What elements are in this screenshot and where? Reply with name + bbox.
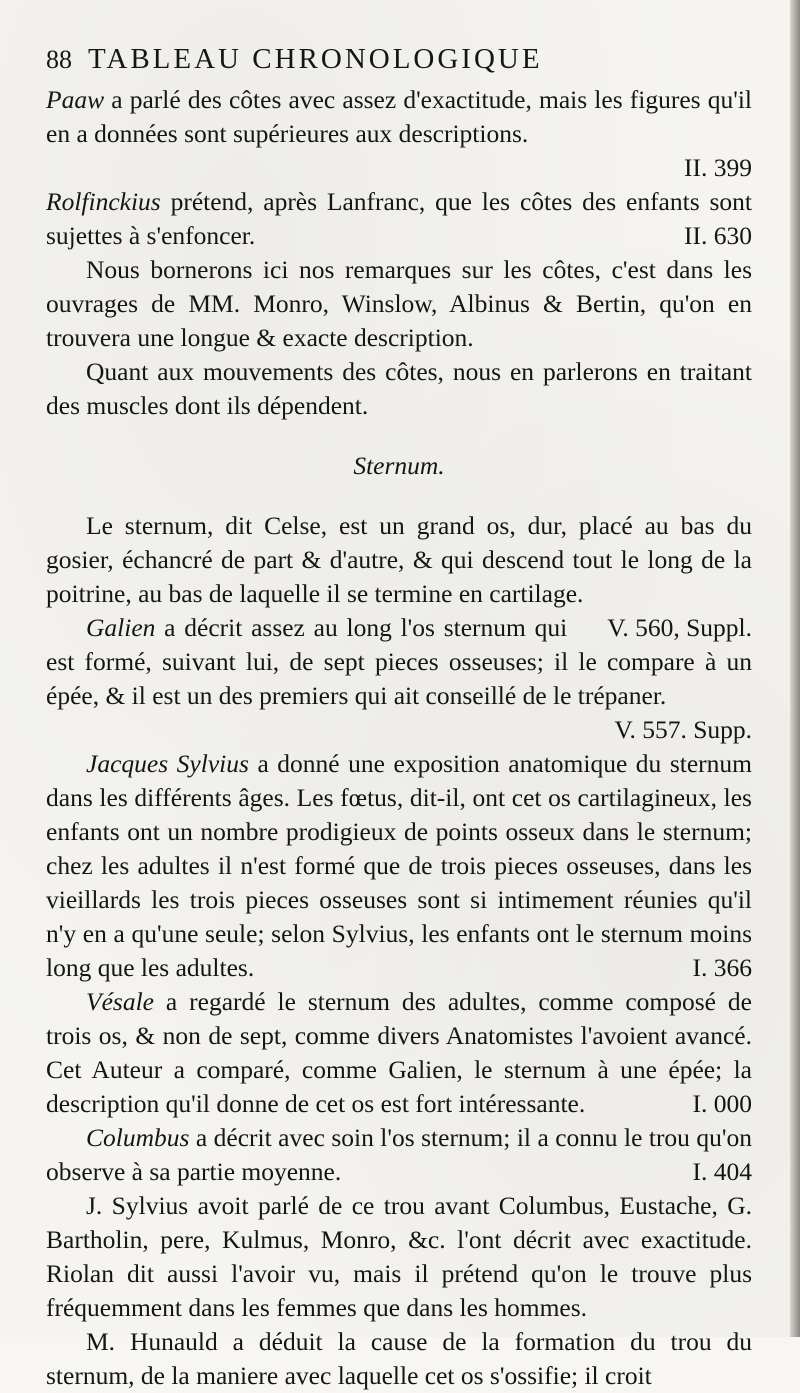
citation-ref: II. 630 (684, 221, 752, 250)
citation-ref: II. 399 (684, 153, 752, 182)
paragraph-galien: Galien a décrit assez au long l'os sternum qui est formé, suivant lui, de sept pieces osseuses; il le compare à un épée, & il est un des premiers qui ait conseillé de le trépaner. (46, 613, 752, 710)
page-number: 88 (46, 45, 72, 74)
paragraph-remarques: Nous bornerons ici nos remarques sur les côtes, c'est dans les ouvrages de MM. Monro, Winslow, Albinus & Bertin, qu'on en trouvera une longue & exacte description. (46, 255, 752, 352)
paragraph-mouvements: Quant aux mouvements des côtes, nous en parlerons en traitant des muscles dont ils dépendent. (46, 357, 752, 420)
citation-ref: I. 366 (692, 953, 752, 982)
paragraph-celse: Le sternum, dit Celse, est un grand os, dur, placé au bas du gosier, échancré de part & d'autre, & qui descend tout le long de la poitrine, au bas de laquelle il se termine en cartilage. V. 560, Suppl. (46, 509, 752, 611)
section-heading: Sternum. (353, 451, 445, 480)
paragraph-paaw: Paaw a parlé des côtes avec assez d'exactitude, mais les figures qu'il en a données sont supérieures aux descriptions. (46, 85, 752, 148)
citation-ref: I. 404 (692, 1157, 752, 1186)
page-edge-shadow (790, 0, 800, 1337)
paragraph-columbus: Columbus a décrit avec soin l'os sternum; il a connu le trou qu'on observe à sa partie moyenne. I. 404 (46, 1121, 752, 1189)
citation-ref: V. 557. Supp. (614, 715, 752, 744)
paragraph-hunauld: M. Hunauld a déduit la cause de la formation du trou du sternum, de la maniere avec laquelle cet os s'ossifie; il croit (46, 1327, 752, 1390)
citation-ref: I. 000 (692, 1089, 752, 1118)
citation-ref: V. 560, Suppl. (607, 613, 752, 642)
running-header (46, 36, 752, 83)
paragraph-j-sylvius: J. Sylvius avoit parlé de ce trou avant Columbus, Eustache, G. Bartholin, pere, Kulmus, Monro, &c. l'ont décrit avec exactitude. Riolan dit aussi l'avoir vu, mais il prétend qu'on le trouve plus fréquemment dans les femmes que dans les hommes. (46, 1191, 752, 1322)
paragraph-vesale: Vésale a regardé le sternum des adultes, comme composé de trois os, & non de sept, comme divers Anatomistes l'avoient avancé. Cet Auteur a comparé, comme Galien, le sternum à une épée; la description qu'il donne de cet os est fort intéressante. I. 000 (46, 985, 752, 1121)
running-title: TABLEAU CHRONOLOGIQUE (88, 43, 543, 75)
paragraph-rolfinckius: Rolfinckius prétend, après Lanfranc, que les côtes des enfants sont sujettes à s'enfoncer. II. 630 (46, 185, 752, 253)
paragraph-jacques-sylvius: Jacques Sylvius a donné une exposition anatomique du sternum dans les différents âges. Les fœtus, dit-il, ont cet os cartilagineux, les enfants ont un nombre prodigieux de points osseux dans le sternum; chez les adultes il n'est formé que de trois pieces osseuses, dans les vieillards les trois pieces osseuses sont si intimement réunies qu'il n'y en a qu'une seule; selon Sylvius, les enfants ont le sternum moins long que les adultes. I. 366 (46, 747, 752, 985)
